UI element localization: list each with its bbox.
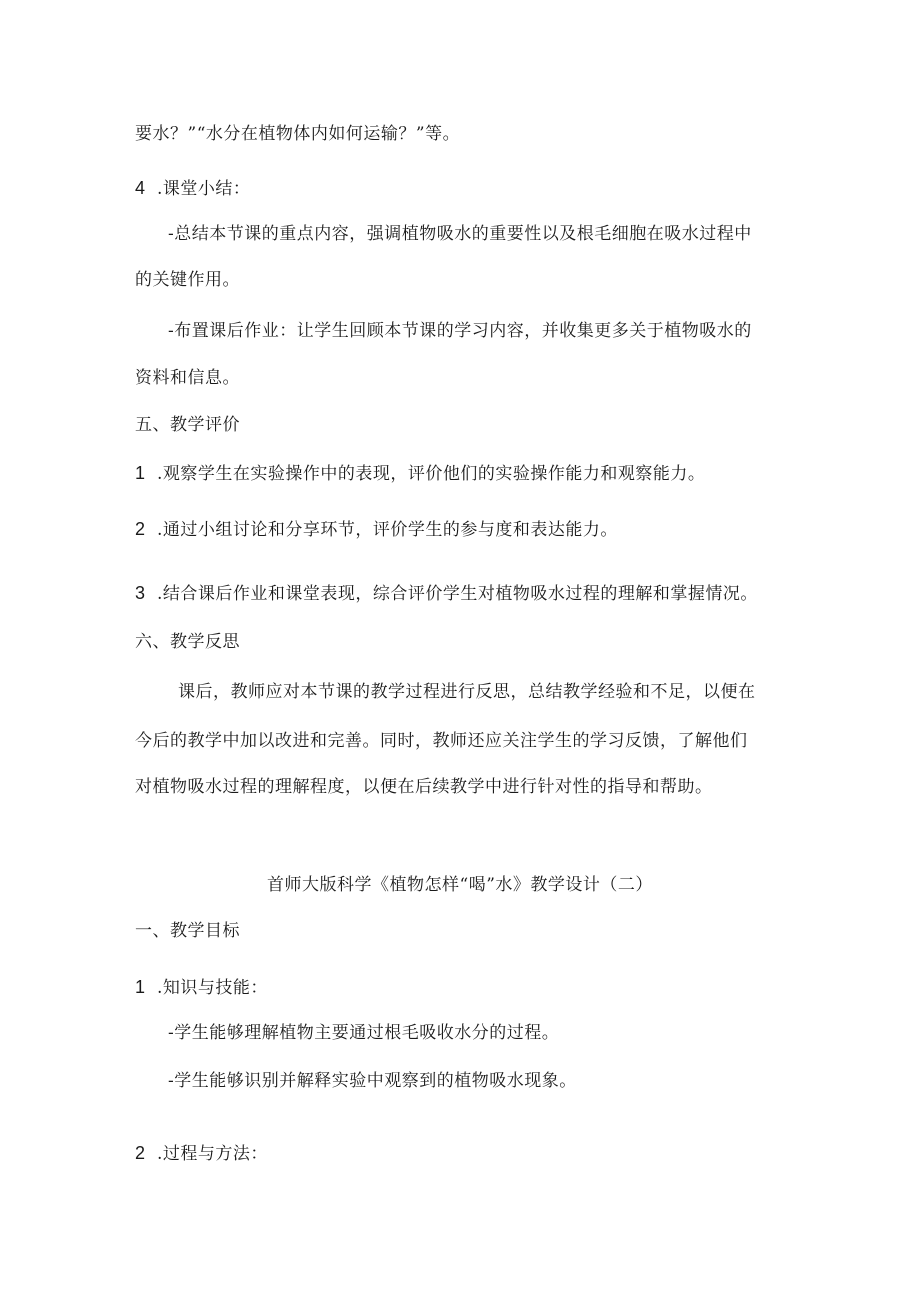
section-heading: 六、教学反思: [135, 632, 240, 652]
list-item-text: .观察学生在实验操作中的表现，评价他们的实验操作能力和观察能力。: [157, 464, 706, 484]
list-item: [135, 461, 705, 486]
list-item-heading: [135, 176, 250, 201]
paragraph-line: 的关键作用。: [135, 270, 240, 290]
paragraph-line: -学生能够理解植物主要通过根毛吸收水分的过程。: [168, 1023, 560, 1043]
list-number: 1: [135, 463, 146, 483]
list-item: [135, 581, 758, 606]
paragraph-line: 今后的教学中加以改进和完善。同时，教师还应关注学生的学习反馈，了解他们: [135, 731, 748, 751]
paragraph-line: 资料和信息。: [135, 368, 240, 388]
list-number: 2: [135, 1143, 146, 1163]
list-number: 2: [135, 519, 146, 539]
list-number: 1: [135, 977, 146, 997]
paragraph-line: 对植物吸水过程的理解程度，以便在后续教学中进行针对性的指导和帮助。: [135, 777, 713, 797]
list-number: 4: [135, 178, 146, 198]
list-item-text: .通过小组讨论和分享环节，评价学生的参与度和表达能力。: [157, 520, 618, 540]
paragraph-line: 要水？”“水分在植物体内如何运输？”等。: [135, 124, 461, 144]
list-item-text: .知识与技能：: [157, 978, 268, 998]
paragraph-line: -学生能够识别并解释实验中观察到的植物吸水现象。: [168, 1071, 577, 1091]
list-item-heading: [135, 975, 268, 1000]
paragraph-line: -总结本节课的重点内容，强调植物吸水的重要性以及根毛细胞在吸水过程中: [168, 224, 752, 244]
list-item: [135, 517, 618, 542]
section-heading: 五、教学评价: [135, 415, 240, 435]
section-heading: 一、教学目标: [135, 921, 240, 941]
document-title: 首师大版科学《植物怎样“喝”水》教学设计（二）: [267, 875, 653, 895]
list-item-heading: [135, 1141, 268, 1166]
list-item-text: .结合课后作业和课堂表现，综合评价学生对植物吸水过程的理解和掌握情况。: [157, 584, 758, 604]
list-number: 3: [135, 583, 146, 603]
paragraph-line: 课后，教师应对本节课的教学过程进行反思，总结教学经验和不足，以便在: [178, 682, 756, 702]
list-item-text: .过程与方法：: [157, 1144, 268, 1164]
list-item-text: .课堂小结：: [157, 179, 251, 199]
paragraph-line: -布置课后作业：让学生回顾本节课的学习内容，并收集更多关于植物吸水的: [168, 321, 752, 341]
